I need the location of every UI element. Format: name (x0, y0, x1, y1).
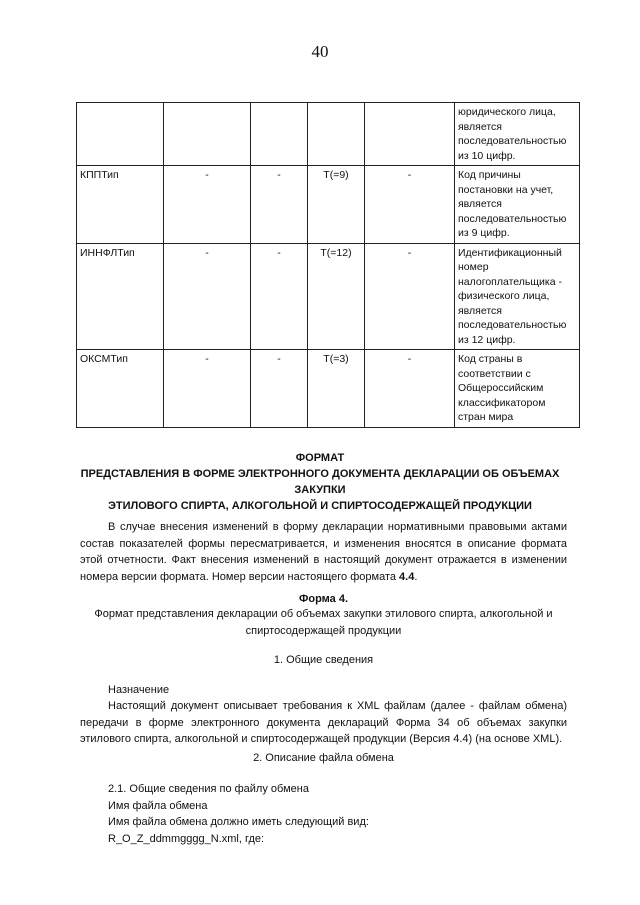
type-format-cell: T(=3) (308, 350, 365, 428)
cell (365, 103, 455, 166)
description-line: Идентификационный (458, 246, 562, 259)
description-line: является (458, 120, 502, 133)
description-line: классификатором (458, 396, 546, 409)
description-cell (455, 350, 580, 428)
description-line: стран мира (458, 411, 514, 423)
description-line: является (458, 304, 502, 317)
cell: - (251, 350, 308, 428)
type-name-cell: ИННФЛТип (77, 243, 164, 350)
cell: - (365, 350, 455, 428)
description-line: соответствии с (458, 367, 531, 380)
section2-heading: 2. Описание файла обмена (253, 752, 394, 764)
cell: - (251, 243, 308, 350)
section2-line: 2.1. Общие сведения по файлу обмена (108, 783, 309, 795)
table-row (77, 103, 580, 166)
cell (251, 103, 308, 166)
description-line: номер (458, 261, 489, 273)
description-line: последовательностью (458, 212, 567, 225)
type-format-cell: T(=9) (308, 166, 365, 244)
format-heading-line1: ФОРМАТ (295, 452, 345, 464)
section2-line: R_O_Z_ddmmgggg_N.xml, где: (108, 832, 265, 845)
table-row (77, 350, 580, 428)
description-line: постановки на учет, (458, 183, 554, 196)
cell: - (251, 166, 308, 244)
cell: - (365, 166, 455, 244)
description-cell (455, 103, 580, 166)
cell: - (164, 350, 251, 428)
description-line: последовательностью (458, 135, 567, 147)
cell: - (365, 243, 455, 350)
section1-label: Назначение (108, 684, 170, 696)
section2-line: Имя файла обмена (108, 799, 208, 812)
description-line: физического лица, (458, 290, 550, 302)
type-name-cell (77, 103, 164, 166)
form-title: Форма 4. (298, 593, 349, 605)
type-spec-table (76, 102, 580, 428)
table-row (77, 166, 580, 244)
cell: - (164, 243, 251, 350)
description-line: Общероссийским (458, 382, 544, 394)
table-row (77, 243, 580, 350)
type-format-cell: T(=12) (308, 243, 365, 350)
cell: - (164, 166, 251, 244)
description-line: из 9 цифр. (458, 227, 510, 239)
cell (164, 103, 251, 166)
type-format-cell (308, 103, 365, 166)
section1-text: Настоящий документ описывает требования к XML файлам (далее - файлам обмена) передачи в форме электронного документа деклараций Форма 34 об объемах закупки этилового спирта, алкогольной и спиртосодержащей продукции (Версия 4.4) (на основе XML). (80, 700, 567, 745)
description-line: последовательностью (458, 319, 567, 331)
section2-line: Имя файла обмена должно иметь следующий вид: (108, 816, 369, 828)
description-line: является (458, 198, 502, 210)
form-subtitle: Формат представления декларации об объемах закупки этилового спирта, алкогольной и спиртосодержащей продукции (94, 608, 553, 637)
format-heading-line2: ПРЕДСТАВЛЕНИЯ В ФОРМЕ ЭЛЕКТРОННОГО ДОКУМЕНТА ДЕКЛАРАЦИИ ОБ ОБЪЕМАХ ЗАКУПКИ (80, 468, 560, 496)
description-line: из 12 цифр. (458, 333, 516, 346)
type-name-cell: ОКСМТип (77, 350, 164, 428)
description-line: Код причины (458, 169, 521, 181)
intro-paragraph: В случае внесения изменений в форму декларации нормативными правовыми актами состав показателей формы пересматривается, и изменения вносятся в описание формата этой отчетности. Факт внесения изменений в настоящий документ отражается в изменении номера версии формата. Номер версии настоящего формата 4.4. (80, 521, 567, 583)
description-line: Код страны в (458, 353, 523, 365)
type-name-cell: КППТип (77, 166, 164, 244)
description-cell (455, 243, 580, 350)
description-line: юридического лица, (458, 106, 556, 118)
intro-text: В случае внесения изменений в форму декларации нормативными правовыми актами состав показателей формы пересматривается, и изменения вносятся в описание формата этой отчетности. Факт внесения изменений в настоящий документ отражается в изменении номера версии формата. Номер версии настоящего формата (80, 521, 567, 583)
page-number: 40 (311, 42, 329, 61)
description-line: налогоплательщика - (458, 275, 562, 288)
description-cell (455, 166, 580, 244)
format-version: 4.4 (399, 570, 415, 583)
format-heading-line3: ЭТИЛОВОГО СПИРТА, АЛКОГОЛЬНОЙ И СПИРТОСОДЕРЖАЩЕЙ ПРОДУКЦИИ (108, 500, 532, 512)
section2-lines (80, 781, 567, 847)
section1-heading: 1. Общие сведения (273, 654, 374, 666)
description-line: из 10 цифр. (458, 149, 516, 162)
format-heading (60, 450, 580, 514)
